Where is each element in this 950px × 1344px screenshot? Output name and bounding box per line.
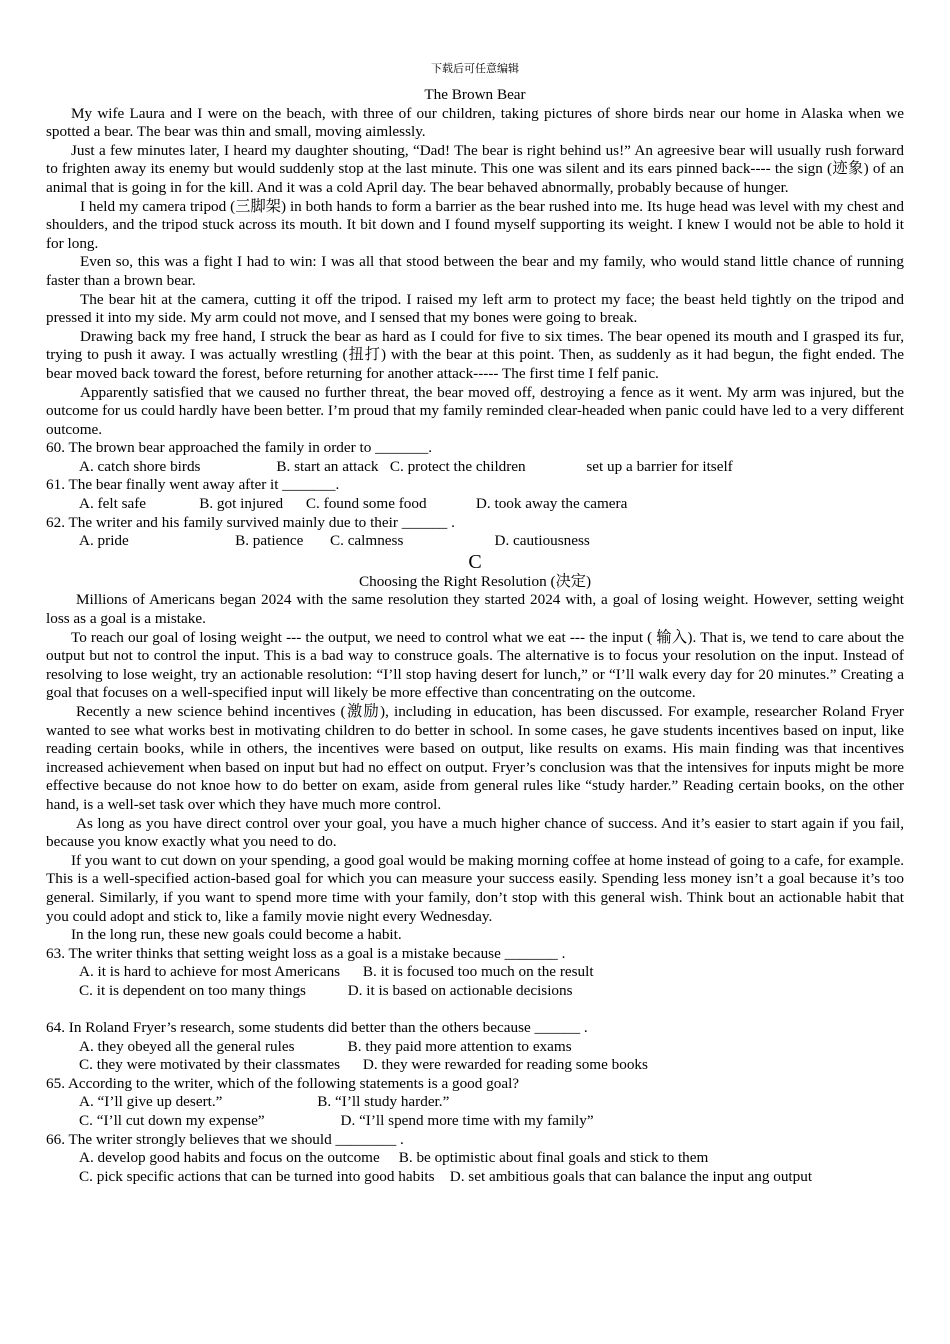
question-options: C. “I’ll cut down my expense” D. “I’ll spend more time with my family” <box>79 1112 594 1130</box>
question-61 <box>46 476 904 513</box>
header-note: 下载后可任意编辑 <box>431 63 519 75</box>
question-60 <box>46 439 904 476</box>
question-63 <box>46 945 904 1001</box>
question-options: A. felt safe B. got injured C. found some food D. took away the camera <box>79 495 628 513</box>
passage-c-title: Choosing the Right Resolution (决定) <box>358 572 592 590</box>
question-66 <box>46 1131 904 1187</box>
paragraph: In the long run, these new goals could become a habit. <box>71 926 402 944</box>
question-62 <box>46 514 904 551</box>
paragraph: My wife Laura and I were on the beach, with three of our children, taking pictures of shore birds near our home in Alaska when we spotted a bear. The bear was thin and small, moving aimlessly. <box>46 104 904 141</box>
spacer <box>46 1001 904 1020</box>
question-stem: 60. The brown bear approached the family in order to _______. <box>46 439 433 457</box>
paragraph: Millions of Americans began 2024 with the same resolution they started 2024 with, a goal of losing weight. However, setting weight loss as a goal is a mistake. <box>46 591 904 628</box>
question-options: A. develop good habits and focus on the outcome B. be optimistic about final goals and stick to them <box>79 1149 709 1167</box>
question-64 <box>46 1019 904 1075</box>
question-stem: 62. The writer and his family survived mainly due to their ______ . <box>46 513 455 531</box>
question-stem: 61. The bear finally went away after it _______. <box>46 476 340 494</box>
question-options: C. they were motivated by their classmates D. they were rewarded for reading some books <box>79 1056 648 1074</box>
document-page <box>46 62 904 1186</box>
paragraph: To reach our goal of losing weight --- the output, we need to control what we eat --- the input ( 输入). That is, we tend to care about the output but not to control the input. This is a bad way to construce goals. The alternative is to focus your resolution on the input. Instead of resolving to lose weight, try an actionable resolution: “I’ll stop having desert for lunch,” or “I’ll walk every day for 20 minutes.” Creating a goal that focuses on a well-specified input will likely be more effective than concentrating on the outcome. <box>46 628 904 702</box>
paragraph: I held my camera tripod (三脚架) in both hands to form a barrier as the bear rushed into me. Its huge head was level with my chest and shoulders, and the tripod stuck across its mouth. It bit down and I found myself supporting its weight. I knew I would not be able to hold it for long. <box>46 197 904 252</box>
question-options: A. it is hard to achieve for most Americans B. it is focused too much on the result <box>79 963 594 981</box>
question-options: C. pick specific actions that can be turned into good habits D. set ambitious goals that can balance the input ang output <box>79 1167 813 1185</box>
paragraph: Drawing back my free hand, I struck the bear as hard as I could for five to six times. The bear opened its mouth and I grasped its fur, trying to push it away. I was actually wrestling (扭打) with the bear at this point. Then, as suddenly as it had begun, the fight ended. The bear moved back toward the forest, before returning for another attack----- The first time I felf panic. <box>46 327 904 382</box>
passage-b-title: The Brown Bear <box>424 86 526 103</box>
question-65 <box>46 1075 904 1131</box>
question-options: C. it is dependent on too many things D. it is based on actionable decisions <box>79 981 573 999</box>
paragraph: Apparently satisfied that we caused no further threat, the bear moved off, destroying a fence as it went. My arm was injured, but the outcome for us could hardly have been better. I’m proud that my family reminded clear-headed when panic could have led to a very different outcome. <box>46 383 904 438</box>
question-options: A. “I’ll give up desert.” B. “I’ll study harder.” <box>79 1093 450 1111</box>
paragraph: The bear hit at the camera, cutting it off the tripod. I raised my left arm to protect my face; the beast held tightly on the tripod and pressed it into my side. My arm could not move, and I sensed that my bones were going to break. <box>46 290 904 327</box>
section-letter: C <box>468 550 482 573</box>
question-stem: 64. In Roland Fryer’s research, some students did better than the others because ______ . <box>46 1019 588 1037</box>
question-stem: 66. The writer strongly believes that we should ________ . <box>46 1130 404 1148</box>
paragraph: Even so, this was a fight I had to win: I was all that stood between the bear and my family, who would stand little chance of running faster than a brown bear. <box>46 253 904 289</box>
paragraph: If you want to cut down on your spending, a good goal would be making morning coffee at home instead of going to a cafe, for example. This is a well-specified action-based goal for which you can measure your success easily. Spending less money isn’t a goal because it’s too general. Similarly, if you want to spend more time with your family, don’t stop with this general wish. Think bout an actionable habit that you could adopt and stick to, like a family movie night every Wednesday. <box>46 851 904 925</box>
paragraph: Recently a new science behind incentives (激励), including in education, has been discussed. For example, researcher Roland Fryer wanted to see what works best in motivating children to do better in school. In some cases, he gave students incentives based on input, like reading certain books, while in others, the incentives were based on output, like results on exams. His main finding was that incentives increased achievement when based on input but had no effect on output. Fryer’s conclusion was that the intensives for inputs might be more effective because do not knoe how to do better on exam, aside from general rules like “study harder.” Reading certain books, on the other hand, is a well-set task over which they have much more control. <box>46 703 904 813</box>
paragraph: Just a few minutes later, I heard my daughter shouting, “Dad! The bear is right behind us!” An agreesive bear will usually rush forward to frighten away its enemy but would suddenly stop at the last minute. This one was silent and its ears pinned back---- the sign (迹象) of an animal that is going in for the kill. And it was a cold April day. The bear behaved abnormally, probably because of hunger. <box>46 141 904 196</box>
question-options: A. catch shore birds B. start an attack C. protect the children set up a barrier for itself <box>79 457 733 475</box>
question-options: A. they obeyed all the general rules B. they paid more attention to exams <box>79 1037 572 1055</box>
paragraph: As long as you have direct control over your goal, you have a much higher chance of success. And it’s easier to start again if you fail, because you know exactly what you need to do. <box>46 814 904 851</box>
question-stem: 63. The writer thinks that setting weight loss as a goal is a mistake because _______ . <box>46 944 566 962</box>
question-stem: 65. According to the writer, which of the following statements is a good goal? <box>46 1074 520 1092</box>
question-options: A. pride B. patience C. calmness D. cautiousness <box>79 532 590 550</box>
